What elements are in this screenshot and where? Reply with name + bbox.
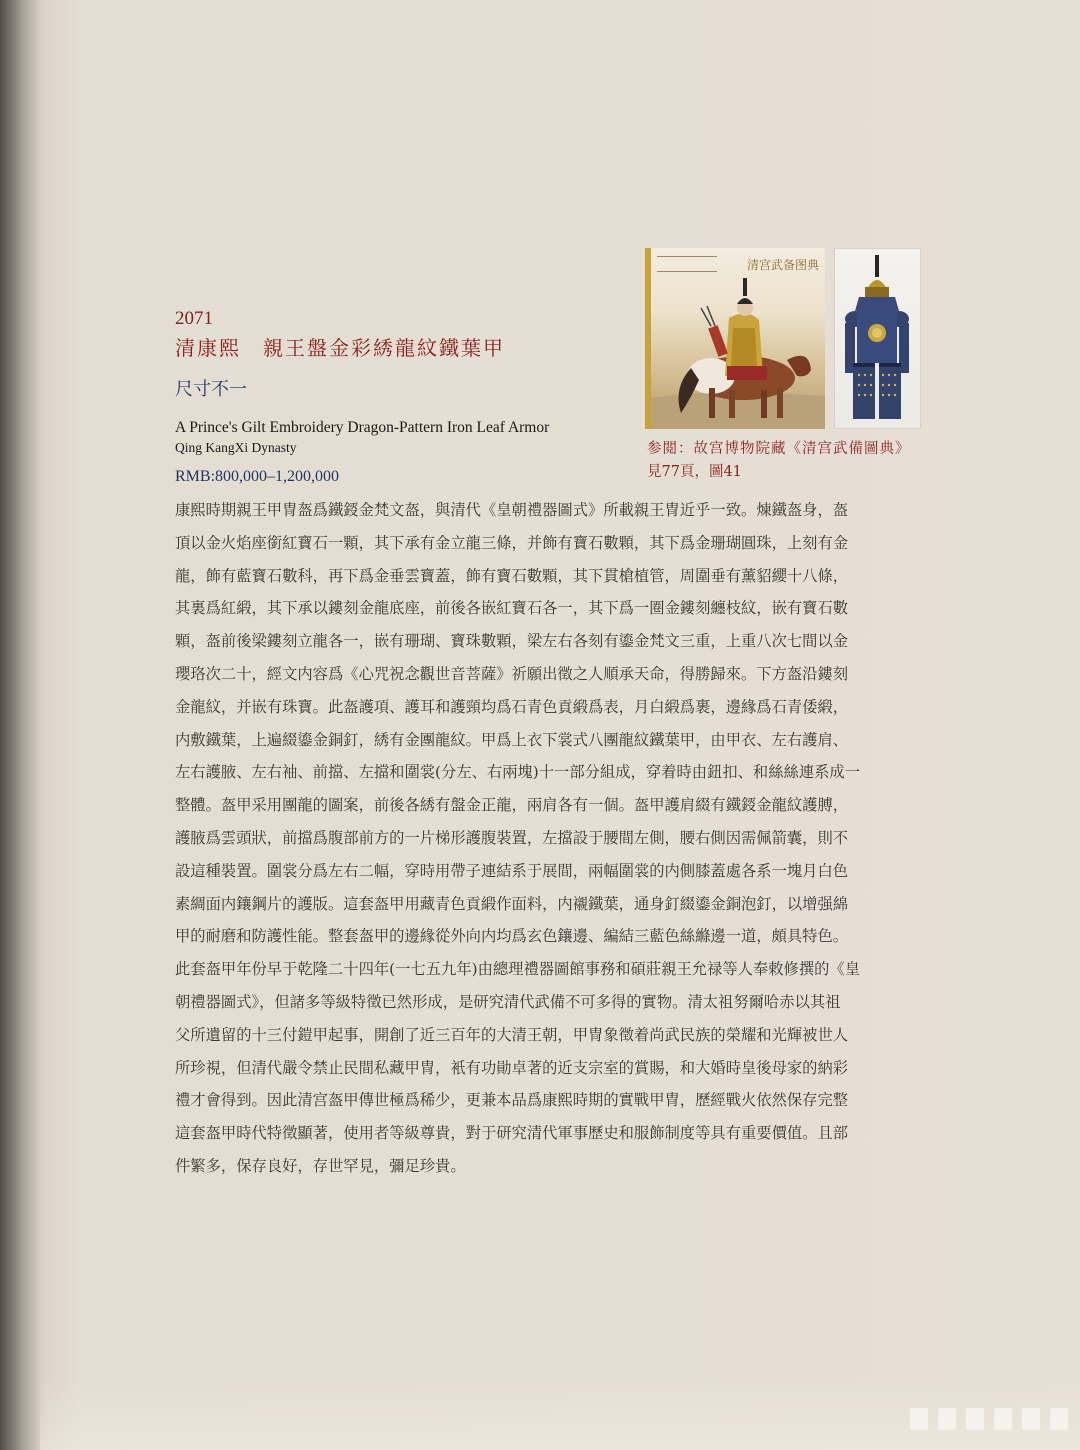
cover-title: 清宫武备图典: [746, 258, 819, 272]
lot-number: 2071: [175, 308, 213, 329]
description-line: 所珍視，但清代嚴令禁止民間私藏甲冑，衹有功勛卓著的近支宗室的賞賜，和大婚時皇後母家的納彩: [175, 1058, 849, 1077]
description-line: 内敷鐵葉，上遍綴鎏金銅釘，綉有金團龍紋。甲爲上衣下裳式八團龍紋鐵葉甲，由甲衣、左右護肩、: [175, 730, 849, 749]
description-line: 這套盔甲時代特徵顯著，使用者等級尊貴，對于研究清代軍事歷史和服飾制度等具有重要價值。且部: [175, 1124, 849, 1143]
book-gutter-shadow: [0, 0, 40, 1450]
lot-size: 尺寸不一: [175, 379, 247, 400]
description-line: 件繁多，保存良好，存世罕見，彌足珍貴。: [175, 1156, 466, 1175]
lot-estimate: RMB:800,000–1,200,000: [175, 468, 340, 485]
armor-photograph: [834, 248, 921, 429]
description-line: 素綢面内鑲鋼片的護版。這套盔甲用藏青色貢緞作面料，内襯鐵葉，通身釘綴鎏金銅泡釘，以增强綿: [175, 894, 849, 913]
description-line: 康熙時期親王甲冑盔爲鐵鋄金梵文盔，與清代《皇朝禮器圖式》所載親王冑近乎一致。煉鐵盔身，盔: [175, 501, 849, 519]
description-line: 此套盔甲年份早于乾隆二十四年(一七五九年)由總理禮器圖館事務和碩莊親王允禄等人奉敕修撰的《皇: [175, 960, 861, 979]
description-line: 護腋爲雲頭狀，前擋爲腹部前方的一片梯形護腹裝置，左擋設于腰間左側，腰右側因需佩箭囊，則不: [175, 828, 849, 847]
lot-title-chinese: 清康熙 親王盤金彩綉龍紋鐵葉甲: [175, 336, 505, 360]
description-line: 頂以金火焰座銜紅寶石一顆，其下承有金立龍三條，并飾有寶石數顆，其下爲金珊瑚圓珠，上刻有金: [175, 533, 849, 552]
reference-caption: 参閲：故宫博物院藏《清宫武備圖典》: [647, 441, 911, 457]
description-line: 甲的耐磨和防護性能。整套盔甲的邊緣從外向内均爲玄色鑲邊、編結三藍色絲縧邊一道，頗具特色。: [175, 927, 849, 946]
description-line: 左右護腋、左右袖、前擋、左擋和圍裳(分左、右兩塊)十一部分組成，穿着時由鈕扣、和絲絲連系成一: [175, 763, 861, 782]
description-line: 朝禮器圖式》，但諸多等級特徵已然形成，是研究清代武備不可多得的實物。清太祖努爾哈赤以其祖: [175, 992, 841, 1011]
lot-title-english: A Prince's Gilt Embroidery Dragon-Pattern Iron Leaf Armor: [175, 419, 550, 436]
description-line: 金龍紋，并嵌有珠寶。此盔護項、護耳和護頸均爲石青色貢緞爲表，月白緞爲裹，邊緣爲石青倭緞，: [175, 697, 849, 716]
description-line: 瓔珞次二十，經文内容爲《心咒祝念觀世音菩薩》祈願出徵之人順承天命，得勝歸來。下方盔沿鏤刻: [175, 664, 849, 683]
description-line: 其裏爲紅緞，其下承以鏤刻金龍底座，前後各嵌紅寶石各一，其下爲一圈金鏤刻纏枝紋，嵌有寶石數: [175, 599, 849, 618]
watermark: [910, 1408, 1068, 1430]
reference-page: 見77頁，圖41: [647, 464, 742, 480]
lot-description: [175, 494, 907, 1183]
description-line: 整體。盔甲采用團龍的圖案，前後各綉有盤金正龍，兩肩各有一個。盔甲護肩綴有鐵鋄金龍紋護膊，: [175, 796, 849, 815]
description-line: 禮才會得到。因此清宫盔甲傳世極爲稀少，更兼本品爲康熙時期的實戰甲冑，歷經戰火依然保存完整: [175, 1091, 849, 1110]
description-line: 設這種裝置。圍裳分爲左右二幅，穿時用帶子連結系于展間，兩幅圍裳的内側膝蓋處各系一塊月白色: [175, 861, 849, 880]
lot-dynasty: Qing KangXi Dynasty: [175, 440, 297, 455]
description-line: 顆，盔前後梁鏤刻立龍各一，嵌有珊瑚、寶珠數顆，梁左右各刻有鎏金梵文三重，上重八次七間以金: [175, 632, 849, 651]
description-line: 父所遺留的十三付鎧甲起事，開創了近三百年的大清王朝，甲冑象徵着尚武民族的榮耀和光輝被世人: [175, 1025, 849, 1044]
description-line: 龍，飾有藍寶石數科，再下爲金垂雲寶蓋，飾有寶石數顆，其下貫槍植管，周圍垂有薰貂纓十八條，: [175, 566, 849, 585]
reference-book-cover-image: [645, 248, 825, 429]
armor-figure: [835, 249, 920, 428]
mounted-warrior-illustration: [651, 248, 825, 429]
